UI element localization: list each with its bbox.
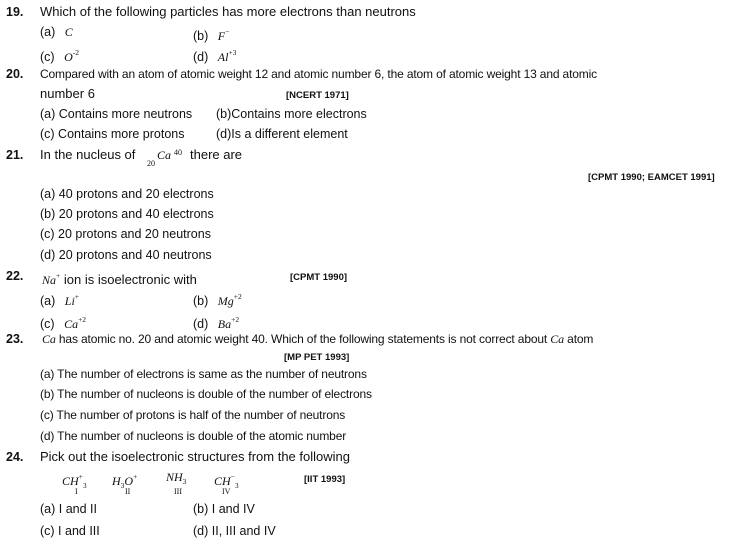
formula: $CH^+_3$ bbox=[62, 472, 87, 490]
option-c bbox=[40, 45, 79, 65]
option-label: (b) bbox=[193, 29, 209, 43]
option-d bbox=[193, 312, 239, 332]
option-value: F− bbox=[217, 27, 230, 43]
option-label: (c) bbox=[40, 50, 55, 64]
formula: $CH^-_3$ bbox=[214, 472, 239, 490]
question-number: 19. bbox=[6, 5, 24, 19]
option-c: (c) 20 protons and 20 neutrons bbox=[40, 227, 211, 241]
option-a: (a) Contains more neutrons bbox=[40, 107, 193, 121]
question-text: In the nucleus of bbox=[40, 147, 136, 162]
option-value: Li+ bbox=[64, 292, 80, 308]
option-a bbox=[40, 24, 73, 40]
option-c: (c) The number of protons is half of the number of neutrons bbox=[40, 408, 346, 422]
question-number: 22. bbox=[6, 269, 24, 283]
structure-2 bbox=[112, 469, 156, 495]
reference-tag: [NCERT 1971] bbox=[286, 90, 349, 101]
option-c: (c) I and III bbox=[40, 524, 100, 538]
option-label: (c) bbox=[40, 317, 55, 331]
structure-label: IV bbox=[222, 487, 231, 496]
option-a: (a) I and II bbox=[40, 502, 97, 516]
question-text: Ca has atomic no. 20 and atomic weight 40. Which of the following statements is not correct about Ca atom bbox=[42, 332, 594, 346]
option-value: $Ba^{+2}$ bbox=[217, 315, 240, 331]
structure-3 bbox=[166, 469, 200, 495]
element-symbol: Ca bbox=[157, 148, 172, 162]
option-a bbox=[40, 289, 79, 309]
option-d bbox=[193, 45, 236, 65]
option-b bbox=[193, 289, 242, 309]
question-number: 20. bbox=[6, 67, 24, 81]
option-label: (a) bbox=[40, 294, 56, 308]
ion-symbol: Na+ bbox=[42, 271, 61, 287]
option-b bbox=[193, 24, 229, 44]
formula: $NH_3$ bbox=[166, 470, 187, 486]
question-number: 23. bbox=[6, 332, 24, 346]
nucleus-notation bbox=[145, 145, 189, 167]
option-a: (a) The number of electrons is same as the number of neutrons bbox=[40, 367, 367, 381]
question-text: Pick out the isoelectronic structures from the following bbox=[40, 449, 350, 464]
question-text-cont: there are bbox=[190, 147, 243, 162]
structure-label: II bbox=[125, 487, 131, 496]
option-value: $Ca^{+2}$ bbox=[64, 315, 87, 331]
question-number: 24. bbox=[6, 450, 24, 464]
question-text: Which of the following particles has more electrons than neutrons bbox=[40, 4, 416, 19]
option-b: (b) The number of nucleons is double of the number of electrons bbox=[40, 387, 372, 401]
option-value: $Al^{+3}$ bbox=[217, 48, 237, 64]
option-value: $O^{-2}$ bbox=[64, 48, 79, 64]
option-label: (b) bbox=[193, 294, 209, 308]
element-symbol: Ca bbox=[550, 332, 564, 346]
element-symbol: Ca bbox=[42, 332, 56, 346]
option-c bbox=[40, 312, 86, 332]
question-text: Na+ ion is isoelectronic with bbox=[42, 271, 197, 287]
option-b: (b) I and IV bbox=[193, 502, 255, 516]
structure-label: III bbox=[174, 487, 182, 496]
option-label: (a) bbox=[40, 25, 56, 39]
reference-tag: [IIT 1993] bbox=[304, 474, 346, 485]
question-number: 21. bbox=[6, 148, 24, 162]
option-a: (a) 40 protons and 20 electrons bbox=[40, 187, 214, 201]
option-value: $Mg^{+2}$ bbox=[217, 292, 242, 308]
structure-4 bbox=[214, 469, 248, 495]
option-label: (d) bbox=[193, 317, 209, 331]
question-text: Compared with an atom of atomic weight 12 and atomic number 6, the atom of atomic weight 13 and atomic bbox=[40, 67, 597, 81]
formula: $H_3O^+$ bbox=[112, 472, 138, 490]
mass-number: 40 bbox=[174, 148, 182, 157]
question-text-cont: number 6 bbox=[40, 86, 95, 101]
option-b: (b) 20 protons and 40 electrons bbox=[40, 207, 214, 221]
option-b: (b)Contains more electrons bbox=[216, 107, 367, 121]
reference-tag: [CPMT 1990] bbox=[290, 272, 348, 283]
option-d: (d) 20 protons and 40 neutrons bbox=[40, 248, 212, 262]
option-d: (d) The number of nucleons is double of the atomic number bbox=[40, 429, 347, 443]
reference-tag: [MP PET 1993] bbox=[284, 352, 350, 363]
option-d: (d) II, III and IV bbox=[193, 524, 276, 538]
option-c: (c) Contains more protons bbox=[40, 127, 185, 141]
reference-tag: [CPMT 1990; EAMCET 1991] bbox=[588, 172, 715, 183]
structure-label: I bbox=[75, 487, 78, 496]
option-value: C bbox=[64, 25, 73, 39]
structure-1 bbox=[62, 469, 96, 495]
atomic-number: 20 bbox=[147, 159, 155, 168]
option-label: (d) bbox=[193, 50, 209, 64]
option-d: (d)Is a different element bbox=[216, 127, 348, 141]
